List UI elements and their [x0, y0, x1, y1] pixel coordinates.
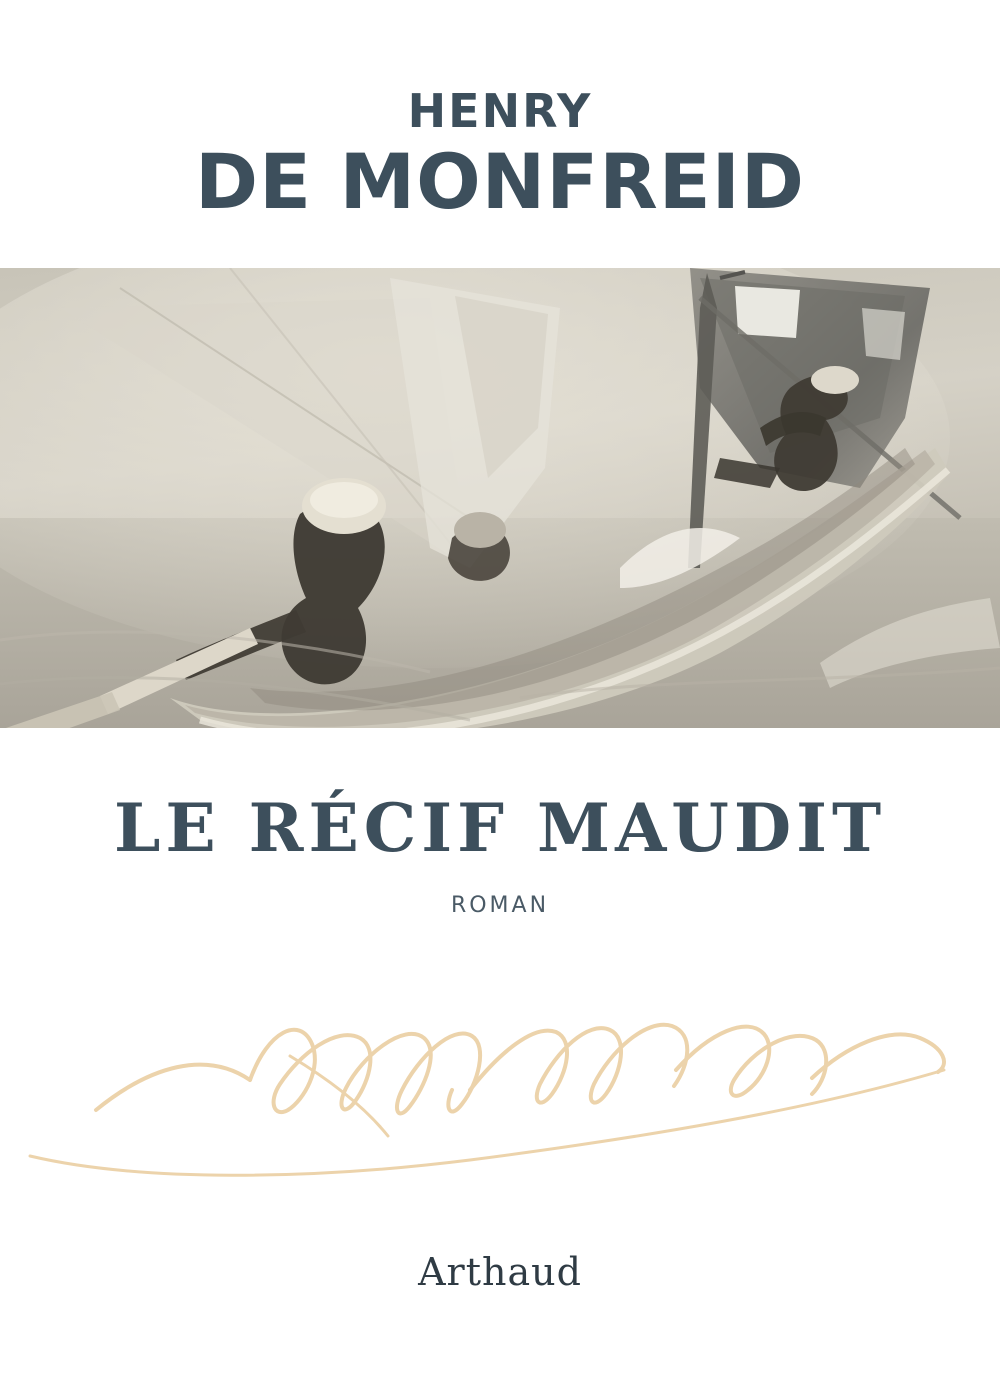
signature-icon — [0, 960, 1000, 1210]
author-last-name: DE MONFREID — [194, 137, 806, 226]
book-title: LE RÉCIF MAUDIT — [113, 789, 887, 867]
sailing-boat-photograph — [0, 268, 1000, 728]
title-block — [0, 728, 1000, 918]
author-signature — [0, 960, 1000, 1210]
publisher-name: Arthaud — [418, 1250, 582, 1294]
author-block — [0, 0, 1000, 268]
cover-photograph — [0, 268, 1000, 728]
author-first-name: HENRY — [407, 84, 593, 138]
book-genre: ROMAN — [450, 893, 550, 919]
